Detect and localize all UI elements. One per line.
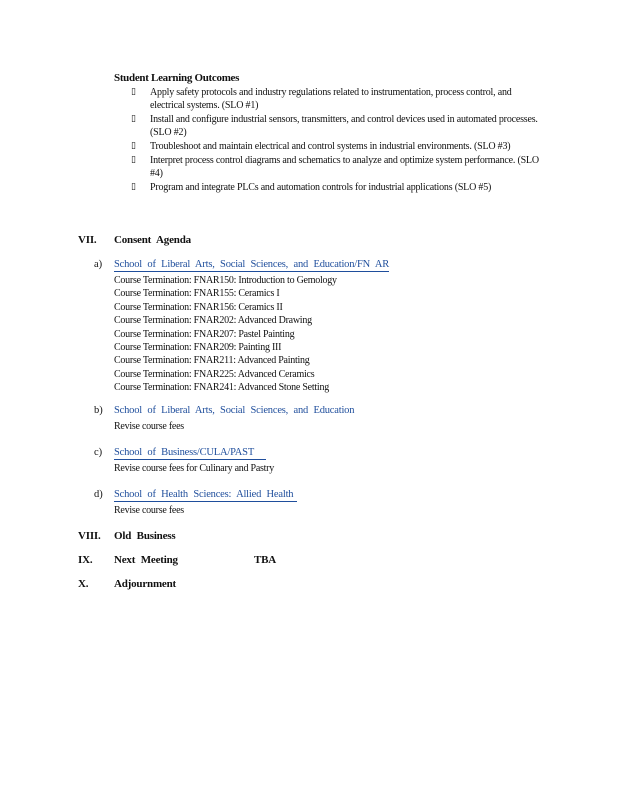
item-letter: c) xyxy=(94,447,103,458)
slo-item: ▯ Install and configure industrial sensors, transmitters, and control devices used in automated processes. (SLO #2) xyxy=(131,114,538,139)
section-number: VIII. xyxy=(78,530,101,542)
school-link[interactable]: School of Business/CULA/PAST xyxy=(114,447,266,460)
section-title: Next Meeting xyxy=(114,554,178,566)
item-description: Revise course fees xyxy=(114,505,184,516)
course-termination: Course Termination: FNAR156: Ceramics II xyxy=(114,301,283,313)
slo-item: ▯ Apply safety protocols and industry regulations related to instrumentation, process control, and electrical systems. (SLO #1) xyxy=(131,87,512,112)
item-description: Revise course fees xyxy=(114,421,184,432)
course-termination: Course Termination: FNAR211: Advanced Painting xyxy=(114,355,310,367)
course-termination: Course Termination: FNAR207: Pastel Painting xyxy=(114,328,295,340)
course-termination: Course Termination: FNAR155: Ceramics I xyxy=(114,288,280,300)
section-title: Consent Agenda xyxy=(114,234,191,246)
bullet-icon: ▯ xyxy=(131,141,136,152)
item-letter: a) xyxy=(94,259,103,270)
course-termination: Course Termination: FNAR209: Painting III xyxy=(114,342,282,354)
next-meeting-date: TBA xyxy=(254,554,277,566)
item-lines xyxy=(114,462,444,475)
section-number: X. xyxy=(78,578,89,590)
section-number: VII. xyxy=(78,234,97,246)
bullet-icon: ▯ xyxy=(131,182,136,193)
item-lines xyxy=(114,274,444,395)
item-letter: b) xyxy=(94,405,103,416)
section-title: Old Business xyxy=(114,530,176,542)
slo-list xyxy=(131,86,541,195)
section-title: Adjournment xyxy=(114,578,176,590)
course-termination: Course Termination: FNAR241: Advanced Stone Setting xyxy=(114,382,329,394)
school-link[interactable]: School of Liberal Arts, Social Sciences, and Education/FN AR xyxy=(114,259,390,270)
school-link[interactable]: School of Liberal Arts, Social Sciences, and Education xyxy=(114,405,355,416)
course-termination: Course Termination: FNAR202: Advanced Drawing xyxy=(114,315,312,327)
bullet-icon: ▯ xyxy=(131,114,136,125)
course-termination: Course Termination: FNAR150: Introduction to Gemology xyxy=(114,275,337,286)
bullet-icon: ▯ xyxy=(131,87,136,97)
section-number: IX. xyxy=(78,554,93,566)
slo-heading: Student Learning Outcomes xyxy=(114,72,240,84)
slo-item: ▯ Interpret process control diagrams and schematics to analyze and optimize system performance. (SLO #4) xyxy=(131,154,539,180)
item-letter: d) xyxy=(94,489,103,500)
slo-item: ▯ Troubleshoot and maintain electrical and control systems in industrial environments. (SLO #3) xyxy=(131,141,511,153)
item-lines xyxy=(114,420,444,433)
bullet-icon: ▯ xyxy=(131,154,136,165)
course-termination: Course Termination: FNAR225: Advanced Ceramics xyxy=(114,368,315,380)
slo-item: ▯ Program and integrate PLCs and automation controls for industrial applications (SLO #5) xyxy=(131,182,492,194)
school-link[interactable]: School of Health Sciences: Allied Health xyxy=(114,489,297,502)
item-description: Revise course fees for Culinary and Pastry xyxy=(114,463,275,474)
item-lines xyxy=(114,504,444,517)
